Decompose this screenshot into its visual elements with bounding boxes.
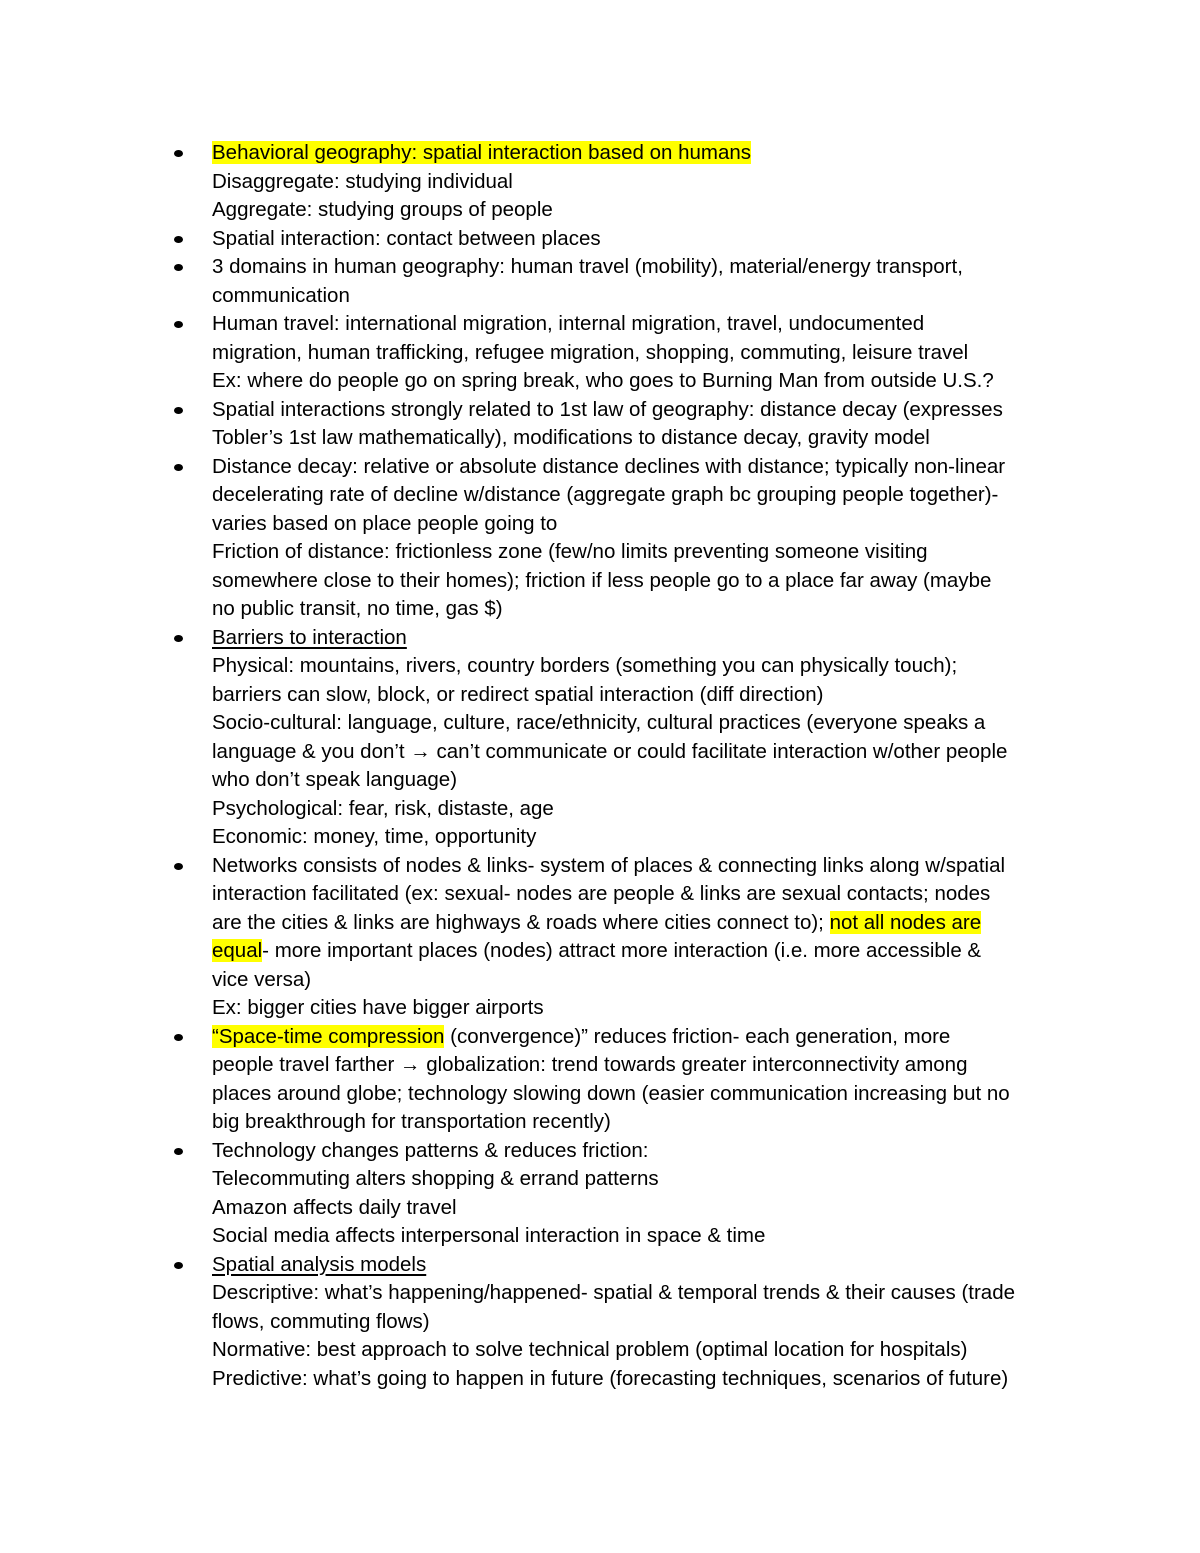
list-item bbox=[212, 453, 1082, 624]
text-line bbox=[212, 168, 1082, 197]
highlighted-text: Behavioral geography: spatial interaction based on humans bbox=[212, 141, 752, 164]
bullet-icon bbox=[174, 1034, 183, 1041]
bullet-icon bbox=[174, 407, 183, 414]
text-segment: Distance decay: relative or absolute distance declines with distance; typically non-linear bbox=[212, 454, 1006, 478]
list-item bbox=[212, 253, 1082, 310]
text-line bbox=[212, 937, 1082, 966]
bullet-icon bbox=[174, 236, 183, 243]
section-heading: Barriers to interaction bbox=[212, 625, 407, 649]
text-line bbox=[212, 139, 1082, 168]
list-item bbox=[212, 396, 1082, 453]
text-segment: Social media affects interpersonal interaction in space & time bbox=[212, 1224, 766, 1247]
text-segment: migration, human trafficking, refugee migration, shopping, commuting, leisure travel bbox=[212, 340, 969, 364]
text-line bbox=[212, 766, 1082, 795]
text-line bbox=[212, 396, 1082, 425]
text-segment: interaction facilitated (ex: sexual- nodes are people & links are sexual contacts; nodes bbox=[212, 882, 991, 905]
bullet-icon bbox=[174, 1262, 183, 1269]
bullet-icon bbox=[174, 321, 183, 328]
text-line bbox=[212, 823, 1082, 852]
text-line bbox=[212, 880, 1082, 909]
text-line bbox=[212, 709, 1082, 738]
text-line bbox=[212, 1194, 1082, 1223]
list-item bbox=[212, 139, 1082, 225]
text-line bbox=[212, 1251, 1082, 1280]
text-line bbox=[212, 1051, 1082, 1080]
text-segment: people travel farther → globalization: trend towards greater interconnectivity among bbox=[212, 1053, 968, 1076]
text-line bbox=[212, 624, 1082, 653]
bullet-icon bbox=[174, 863, 183, 870]
text-line bbox=[212, 567, 1082, 596]
text-segment: Telecommuting alters shopping & errand patterns bbox=[212, 1167, 659, 1190]
section-heading: Spatial analysis models bbox=[212, 1252, 427, 1276]
text-line bbox=[212, 1222, 1082, 1251]
text-segment: Disaggregate: studying individual bbox=[212, 169, 513, 193]
list-item bbox=[212, 1137, 1082, 1251]
list-item bbox=[212, 225, 1082, 254]
text-segment: Normative: best approach to solve technical problem (optimal location for hospitals) bbox=[212, 1338, 968, 1361]
text-segment: Descriptive: what’s happening/happened- spatial & temporal trends & their causes (trade bbox=[212, 1281, 1015, 1304]
text-segment: Spatial interactions strongly related to 1st law of geography: distance decay (expresses bbox=[212, 397, 1003, 421]
text-segment: are the cities & links are highways & roads where cities connect to); bbox=[212, 910, 830, 934]
list-item bbox=[212, 852, 1082, 1023]
text-line bbox=[212, 282, 1082, 311]
text-line bbox=[212, 595, 1082, 624]
text-line bbox=[212, 339, 1082, 368]
text-segment: places around globe; technology slowing down (easier communication increasing but no bbox=[212, 1081, 1010, 1105]
text-line bbox=[212, 652, 1082, 681]
text-line bbox=[212, 196, 1082, 225]
text-line bbox=[212, 481, 1082, 510]
bullet-icon bbox=[174, 464, 183, 471]
text-line bbox=[212, 367, 1082, 396]
text-line bbox=[212, 852, 1082, 881]
text-segment: Amazon affects daily travel bbox=[212, 1195, 457, 1219]
highlighted-text: not all nodes are bbox=[829, 910, 982, 934]
text-line bbox=[212, 795, 1082, 824]
text-line bbox=[212, 738, 1082, 767]
list-item bbox=[212, 310, 1082, 396]
text-line bbox=[212, 681, 1082, 710]
text-segment: Physical: mountains, rivers, country borders (something you can physically touch); bbox=[212, 654, 958, 677]
text-line bbox=[212, 1108, 1082, 1137]
text-segment: Networks consists of nodes & links- system of places & connecting links along w/spatial bbox=[212, 853, 1006, 877]
text-segment: Aggregate: studying groups of people bbox=[212, 198, 553, 221]
text-segment: somewhere close to their homes); friction if less people go to a place far away (maybe bbox=[212, 568, 992, 592]
text-segment: Tobler’s 1st law mathematically), modifications to distance decay, gravity model bbox=[212, 426, 930, 449]
list-item bbox=[212, 1251, 1082, 1394]
text-line bbox=[212, 253, 1082, 282]
text-segment: Spatial interaction: contact between places bbox=[212, 226, 601, 250]
text-segment: Technology changes patterns & reduces friction: bbox=[212, 1138, 649, 1162]
text-line bbox=[212, 1336, 1082, 1365]
text-line bbox=[212, 538, 1082, 567]
text-line bbox=[212, 966, 1082, 995]
text-line bbox=[212, 1080, 1082, 1109]
text-line bbox=[212, 453, 1082, 482]
text-segment: - more important places (nodes) attract more interaction (i.e. more accessible & bbox=[262, 939, 982, 962]
text-line bbox=[212, 1137, 1082, 1166]
list-item bbox=[212, 1023, 1082, 1137]
text-segment: Friction of distance: frictionless zone (few/no limits preventing someone visiting bbox=[212, 540, 928, 563]
text-line bbox=[212, 225, 1082, 254]
text-segment: Economic: money, time, opportunity bbox=[212, 825, 537, 848]
text-line bbox=[212, 510, 1082, 539]
text-segment: language & you don’t → can’t communicate or could facilitate interaction w/other people bbox=[212, 739, 1008, 763]
text-segment: barriers can slow, block, or redirect spatial interaction (diff direction) bbox=[212, 682, 824, 706]
text-segment: Ex: bigger cities have bigger airports bbox=[212, 996, 544, 1019]
text-segment: big breakthrough for transportation recently) bbox=[212, 1110, 611, 1133]
notes-list bbox=[212, 139, 1082, 1393]
text-segment: Human travel: international migration, internal migration, travel, undocumented bbox=[212, 312, 925, 335]
text-segment: varies based on place people going to bbox=[212, 511, 558, 535]
text-line bbox=[212, 994, 1082, 1023]
bullet-icon bbox=[174, 264, 183, 271]
highlighted-text: “Space-time compression bbox=[212, 1024, 445, 1048]
text-segment: 3 domains in human geography: human travel (mobility), material/energy transport, bbox=[212, 255, 963, 278]
text-line bbox=[212, 1308, 1082, 1337]
text-line bbox=[212, 1165, 1082, 1194]
text-line bbox=[212, 1365, 1082, 1394]
bullet-icon bbox=[174, 150, 183, 157]
highlighted-text: equal bbox=[212, 939, 263, 962]
text-segment: flows, commuting flows) bbox=[212, 1309, 430, 1333]
text-segment: (convergence)” reduces friction- each generation, more bbox=[444, 1024, 951, 1048]
text-line bbox=[212, 424, 1082, 453]
text-segment: Ex: where do people go on spring break, who goes to Burning Man from outside U.S.? bbox=[212, 369, 994, 392]
text-segment: Psychological: fear, risk, distaste, age bbox=[212, 796, 554, 820]
text-segment: who don’t speak language) bbox=[212, 768, 458, 791]
text-segment: no public transit, no time, gas $) bbox=[212, 597, 503, 620]
text-line bbox=[212, 1279, 1082, 1308]
text-line bbox=[212, 310, 1082, 339]
text-segment: Predictive: what’s going to happen in future (forecasting techniques, scenarios of future) bbox=[212, 1366, 1009, 1390]
bullet-icon bbox=[174, 1148, 183, 1155]
list-item bbox=[212, 624, 1082, 852]
text-segment: vice versa) bbox=[212, 967, 312, 991]
text-segment: Socio-cultural: language, culture, race/ethnicity, cultural practices (everyone speaks a bbox=[212, 711, 986, 734]
text-segment: decelerating rate of decline w/distance (aggregate graph bc grouping people together)- bbox=[212, 483, 999, 506]
text-line bbox=[212, 1023, 1082, 1052]
text-line bbox=[212, 909, 1082, 938]
bullet-icon bbox=[174, 635, 183, 642]
text-segment: communication bbox=[212, 283, 350, 307]
